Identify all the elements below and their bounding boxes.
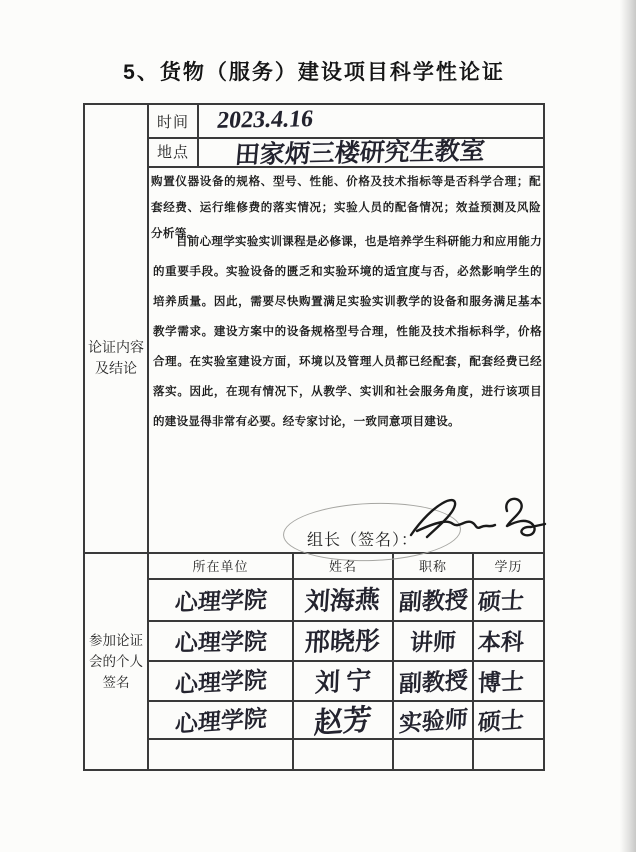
title-handwritten: 副教授 [397,587,469,615]
leader-signature-scrawl-icon [407,489,547,554]
table-row-2-name-cell [294,620,392,660]
table-row-3-name-cell [294,660,392,700]
location-label: 地点 [156,145,189,161]
criteria-text: 购置仪器设备的规格、型号、性能、价格及技术指标等是否科学合理；配套经费、运行维修费的落实情况；实验人员的配备情况；效益预测及风险分析等。 [151,176,541,240]
unit-handwritten: 心理学院 [173,586,268,616]
table-row-1-title-cell [394,578,472,620]
unit-handwritten: 心理学院 [173,628,268,656]
table-row-3-title-cell [394,660,472,700]
location-value-handwritten: 田家炳三楼研究生教室 [233,137,486,170]
name-handwritten: 邢晓彤 [304,628,382,657]
degree-handwritten: 本科 [477,629,525,655]
table-row-4-name-cell [294,700,392,738]
name-handwritten: 刘海燕 [304,586,382,617]
table-row-2-degree-cell [474,620,543,660]
content-section-label-cell [85,166,147,552]
table-row-4-title-cell [394,700,472,738]
page-edge-shadow [620,0,636,852]
content-section-label: 论证内容及结论 [88,341,144,377]
table-row-1-degree-cell [474,578,543,620]
degree-handwritten: 博士 [477,668,525,696]
title-handwritten: 实验师 [397,706,468,736]
unit-handwritten: 心理学院 [173,705,267,737]
column-header-unit: 所在单位 [192,558,249,574]
name-handwritten: 赵芳 [313,703,373,740]
conclusion-text: 目前心理学实验实训课程是必修课，也是培养学生科研能力和应用能力的重要手段。实验设备的匮乏和实验环境的适宜度与否，必然影响学生的培养质量。因此，需要尽快购置满足实验实训教学的设备和服务满足基本教学需求。建设方案中的设备规格型号合理，性能及技术指标科学，价格合理。在实验室建设方面，环境以及管理人员都已经配套，配套经费已经落实。因此，在现有情况下，从教学、实训和社会服务角度，进行该项目的建设显得非常有必要。经专家讨论，一致同意项目建设。 [153,236,542,428]
title-handwritten: 副教授 [398,667,468,697]
participants-label-cell [85,554,147,769]
table-row-2-unit-cell [149,620,292,660]
table-row-4-unit-cell [149,700,292,738]
column-header-degree: 学历 [494,558,523,574]
table-row-3-degree-cell [474,660,543,700]
table-row-1-name-cell [294,578,392,620]
column-header-title: 职称 [418,558,447,574]
time-value-handwritten: 2023.4.16 [215,106,315,134]
leader-signature-label: 组长（签名）： [307,532,419,549]
degree-handwritten: 硕士 [477,706,525,736]
table-row-4-degree-cell [474,700,543,738]
column-header-name: 姓名 [328,558,357,574]
table-row-1-unit-cell [149,578,292,620]
participants-label: 参加论证会的个人签名 [89,633,143,690]
degree-handwritten: 硕士 [476,587,525,615]
time-label: 时间 [156,114,189,131]
table-row-2-title-cell [394,620,472,660]
title-handwritten: 讲师 [409,629,457,655]
page-title: 5、货物（服务）建设项目科学性论证 [123,61,505,84]
demonstration-form-table [83,103,545,771]
name-handwritten: 刘 宁 [314,667,372,698]
table-row-3-unit-cell [149,660,292,700]
unit-handwritten: 心理学院 [174,667,267,697]
